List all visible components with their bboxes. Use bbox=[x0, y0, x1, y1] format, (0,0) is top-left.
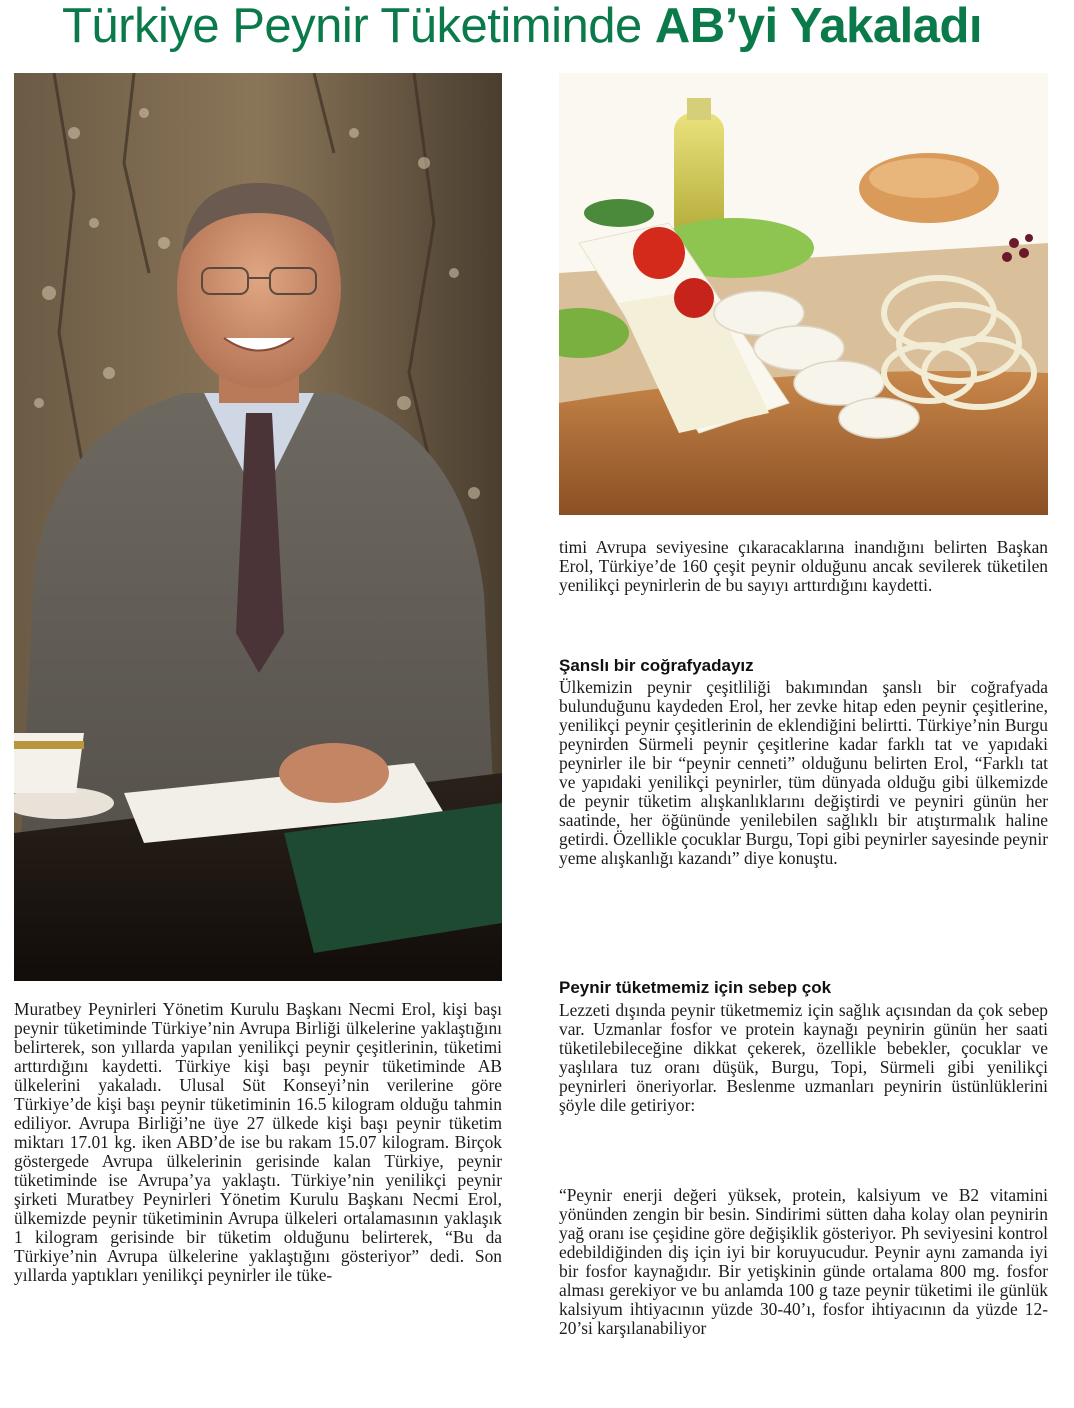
headline-bold: AB’yi Yakaladı bbox=[654, 0, 982, 53]
section1-body: Ülkemizin peynir çeşitliliği bakımından şanslı bir coğrafyada bulunduğunu kaydeden Erol, her zevke hitap eden peynir çeşitlerine, yenilikçi peynir çeşitlerinin de eklendiğini belirtti. Türkiye’nin Burgu peynirden Sürmeli peynir çeşitlerine kadar farklı tat ve yapıdaki peynirler ile bir “peynir cenneti” olduğunu belirten Erol, “Farklı tat ve yapıdaki yenilikçi peynirler, tüm dünyada olduğu gibi ülkemizde de peynir tüketim alışkanlıklarını değiştirdi ve peyniri günün her saatinde, her öğününde yenilebilen sağlıklı bir atıştırmalık haline getirdi. Özellikle çocuklar Burgu, Topi gibi peynirler sayesinde peynir yeme alışkanlığı kazandı” diye konuştu. bbox=[559, 677, 1048, 868]
section2-title: Peynir tüketmemiz için sebep çok bbox=[559, 978, 832, 997]
cheese-platter-photo bbox=[559, 73, 1048, 515]
portrait-photo bbox=[14, 73, 502, 981]
left-column-paragraph: Muratbey Peynirleri Yönetim Kurulu Başkanı Necmi Erol, kişi başı peynir tüketiminde Türkiye’nin Avrupa Birliği ülkelerine yaklaştığını belirterek, son yıllarda yapılan yenilikçi peynir çeşitlerinin, tüketimi arttırdığını kaydetti. Türkiye kişi başı peynir tüketiminde AB ülkelerini yakaladı. Ulusal Süt Konseyi’nin verilerine göre Türkiye’de kişi başı peynir tüketiminin 16.5 kilogram olduğu tahmin ediliyor. Avrupa Birliği’ne üye 27 ülkede kişi başı peynir tüketim miktarı 17.01 kg. iken ABD’de ise bu rakam 15.07 kilogram. Birçok göstergede Avrupa ülkelerinin gerisinde kalan Türkiye, peynir tüketiminde ise Avrupa’ya yaklaştı. Türkiye’nin yenilikçi peynir şirketi Muratbey Peynirleri Yönetim Kurulu Başkanı Necmi Erol, ülkemizde peynir tüketiminin Avrupa ülkeleri ortalamasının yaklaşık 1 kilogram gerisinde bir tüketim olduğunu belirterek, “Bu da Türkiye’nin Avrupa ülkelerine yaklaştığını gösteriyor” dedi. Son yıllarda yaptıkları yenilikçi peynirler ile tüke- bbox=[14, 999, 502, 1285]
headline-regular: Türkiye Peynir Tüketiminde bbox=[62, 0, 655, 53]
right-column-continuation: timi Avrupa seviyesine çıkaracaklarına inandığını belirten Başkan Erol, Türkiye’de 160 çeşit peynir olduğunu ancak sevilerek tüketilen yenilikçi peynirlerin de bu sayıyı arttırdığını kaydetti. bbox=[559, 537, 1048, 595]
section1-title: Şanslı bir coğrafyadayız bbox=[559, 656, 754, 675]
section2-quote: “Peynir enerji değeri yüksek, protein, kalsiyum ve B2 vitamini yönünden zengin bir besin. Sindirimi sütten daha kolay olan peynirin yağ oranı ise çeşidine göre değişiklik gösteriyor. Ph seviyesini kontrol edebildiğinden diş için iyi bir koruyucudur. Peynir aynı zamanda iyi bir fosfor kaynağıdır. Bir yetişkinin günde ortalama 800 mg. fosfor alması gerekiyor ve bu anlamda 100 g taze peynir tüketimi ile günlük kalsiyum ihtiyacının yüzde 30-40’ı, fosfor ihtiyacının da yüzde 12-20’si karşılanabiliyor bbox=[559, 1185, 1048, 1338]
article-headline bbox=[62, 0, 1062, 52]
section2-body: Lezzeti dışında peynir tüketmemiz için sağlık açısından da çok sebep var. Uzmanlar fosfor ve protein kaynağı peynirin günün her saati tüketilebileceğine dikkat çekerek, özellikle bebekler, çocuklar ve yaşlılara tuz oranı düşük, Burgu, Topi, Sürmeli gibi yenilikçi peynirleri öneriyorlar. Beslenme uzmanları peynirin üstünlüklerini şöyle dile getiriyor: bbox=[559, 1000, 1048, 1115]
